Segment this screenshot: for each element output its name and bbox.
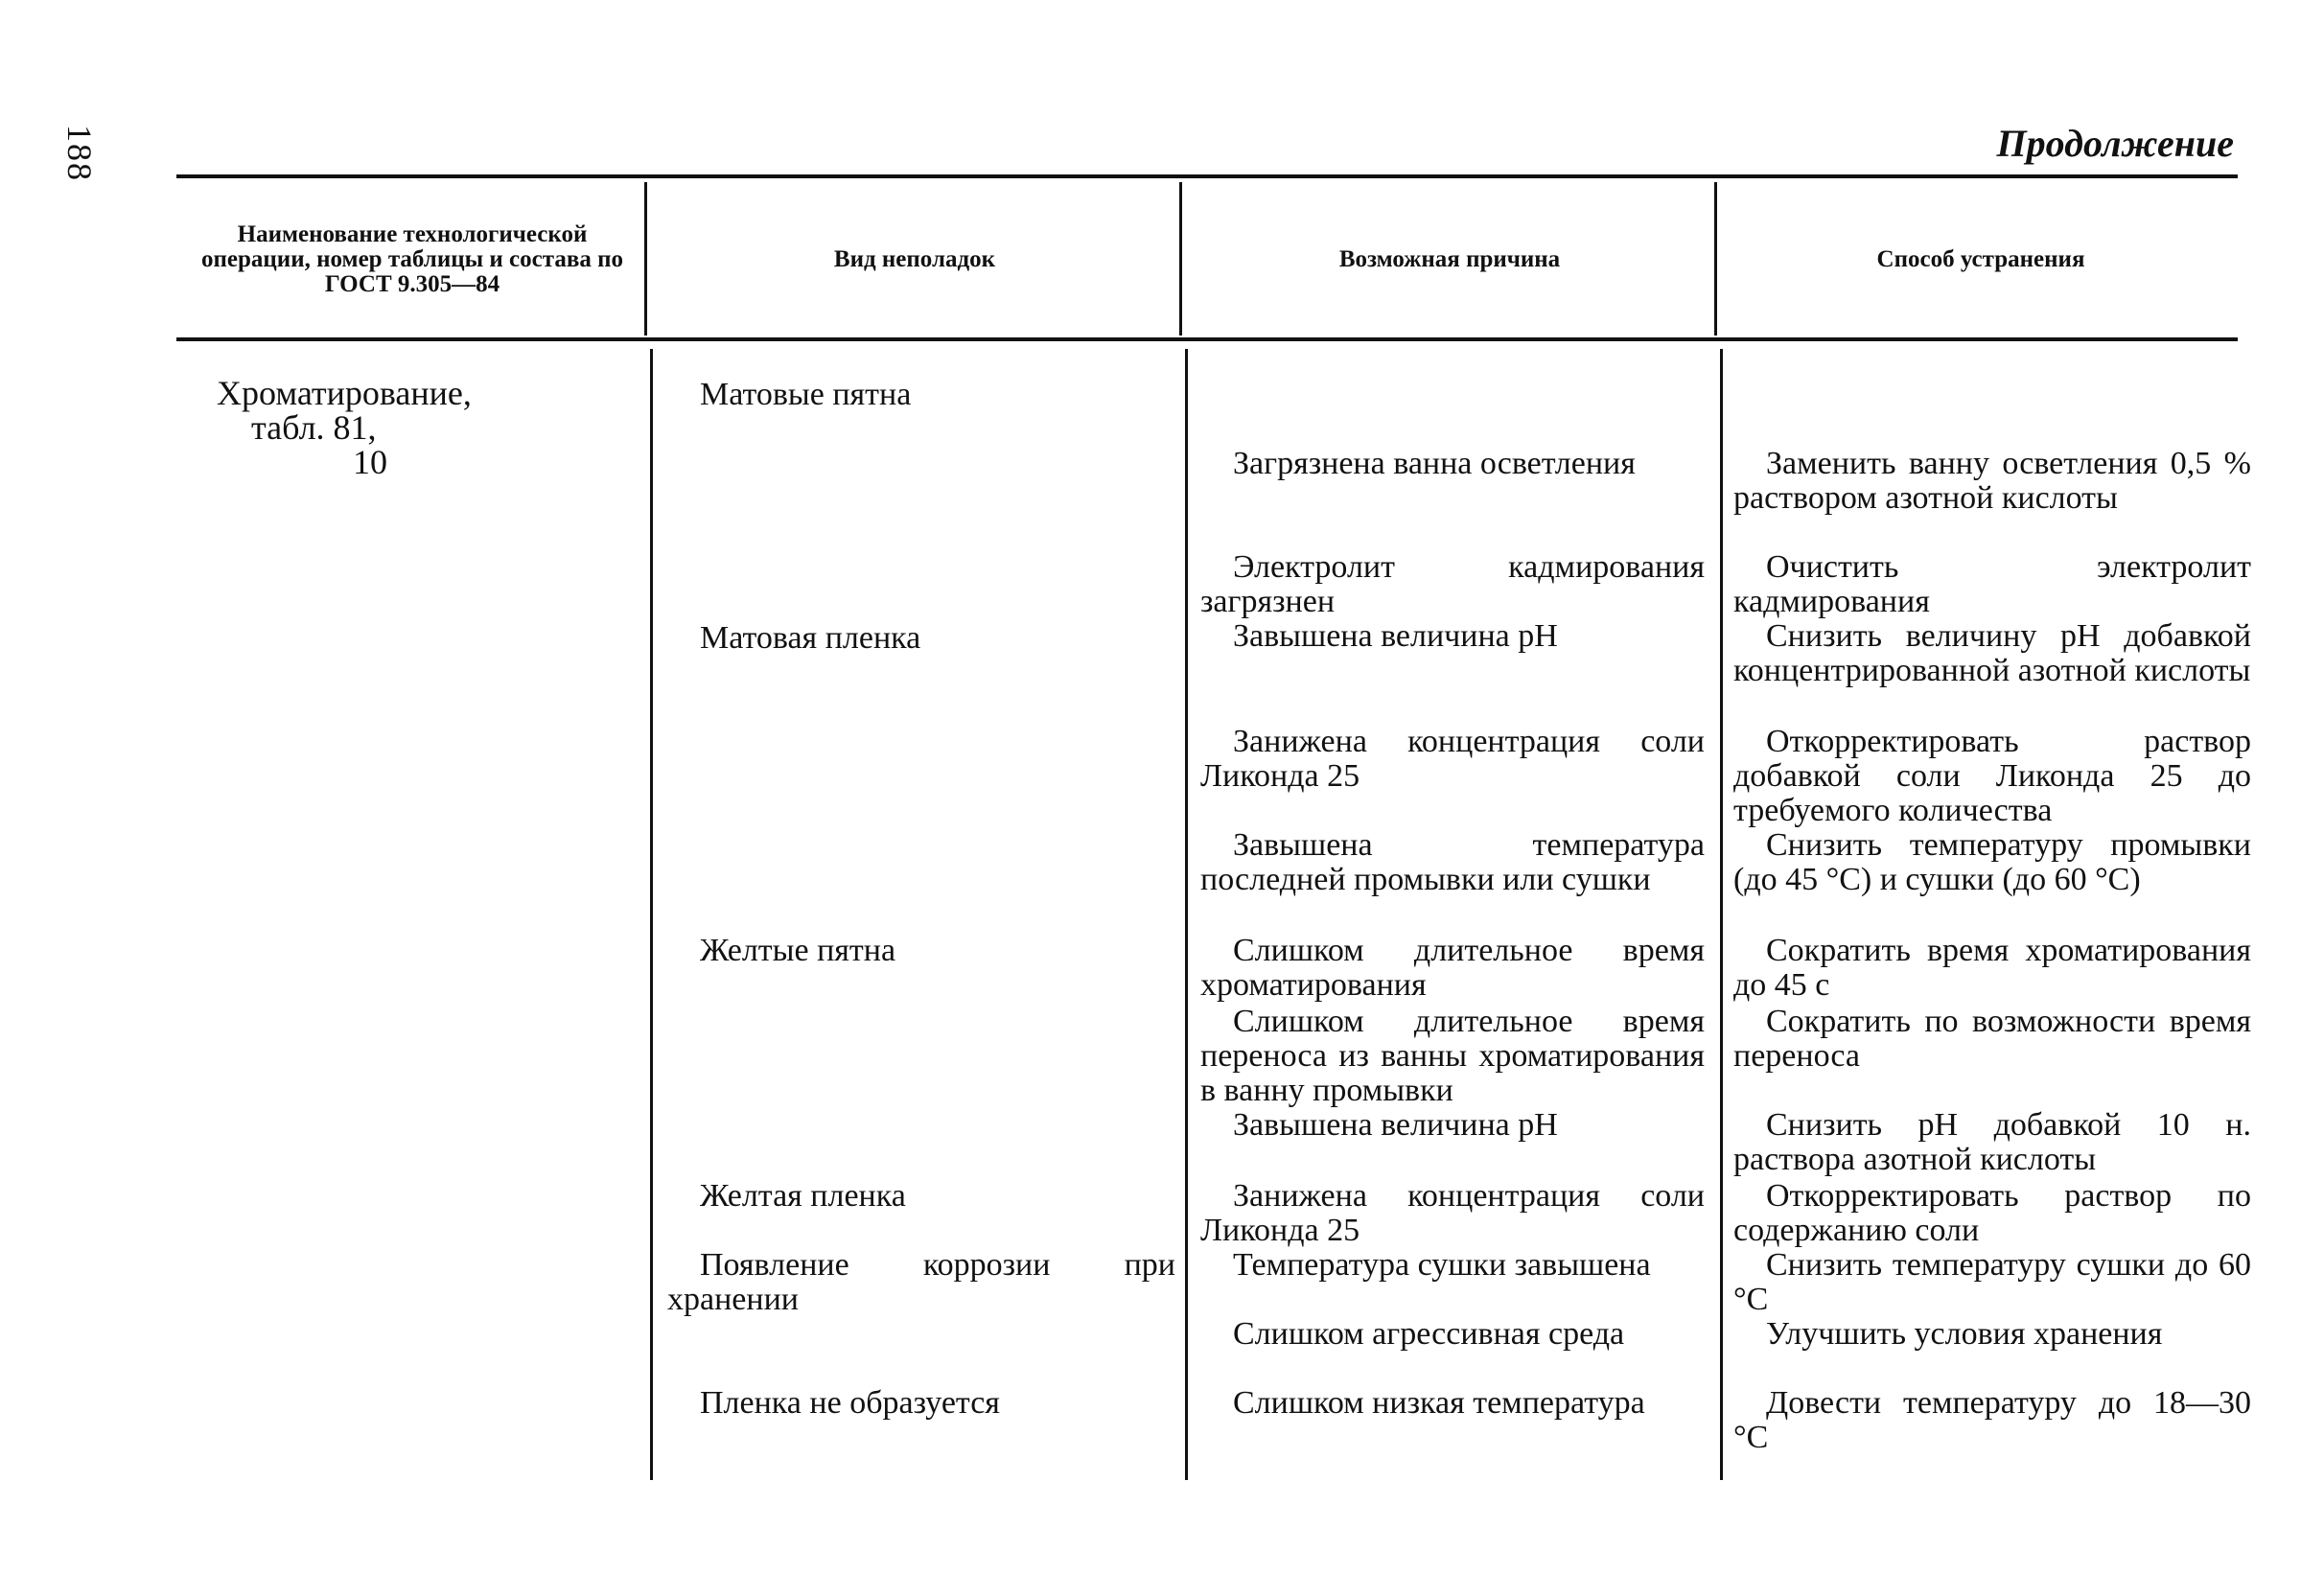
header-bottom-rule xyxy=(176,337,2238,341)
cause-item: Занижена концентрация соли Ликонда 25 xyxy=(1200,724,1705,794)
cause-item: Загрязнена ванна осветления xyxy=(1233,446,1636,481)
column-divider-2 xyxy=(1179,182,1182,336)
cause-item: Завышена величина pH xyxy=(1233,1107,1558,1143)
cause-item: Электролит кадмирования загрязнен xyxy=(1200,549,1705,619)
cause-item: Температура сушки завышена xyxy=(1233,1247,1651,1283)
column-divider-3-body xyxy=(1720,349,1723,1480)
header-cause: Возможная причина xyxy=(1338,246,1561,272)
remedy-item: Снизить величину pH добавкой концентрированной азотной кислоты xyxy=(1733,618,2251,688)
column-divider-1 xyxy=(644,182,647,336)
page-number: 188 xyxy=(60,125,99,182)
operation-name xyxy=(217,376,472,479)
cause-item: Завышена величина pH xyxy=(1233,618,1558,654)
remedy-item: Откорректировать раствор по содержанию соли xyxy=(1733,1178,2251,1248)
operation-line-1: Хроматирование, xyxy=(217,374,472,412)
cause-item: Слишком длительное время переноса из ванны хроматирования в ванну промывки xyxy=(1200,1004,1705,1108)
column-divider-1-body xyxy=(650,349,653,1480)
defect-item: Матовая пленка xyxy=(700,620,921,656)
header-defect: Вид неполадок xyxy=(833,246,996,272)
remedy-item: Заменить ванну осветления 0,5 % раствором азотной кислоты xyxy=(1733,446,2251,516)
operation-line-2: табл. 81, xyxy=(251,408,377,447)
cause-item: Слишком длительное время хроматирования xyxy=(1200,933,1705,1003)
header-operation: Наименование технологической операции, номер таблицы и состава по ГОСТ 9.305—84 xyxy=(201,221,623,297)
remedy-item: Довести температуру до 18—30 °С xyxy=(1733,1385,2251,1455)
table-top-rule xyxy=(176,174,2238,178)
remedy-item: Снизить температуру сушки до 60 °С xyxy=(1733,1247,2251,1317)
cause-item: Завышена температура последней промывки или сушки xyxy=(1200,827,1705,897)
defect-item: Желтые пятна xyxy=(700,933,896,968)
cause-item: Слишком низкая температура xyxy=(1233,1385,1645,1421)
remedy-item: Сократить время хроматирования до 45 с xyxy=(1733,933,2251,1003)
defect-item: Пленка не образуется xyxy=(700,1385,1000,1421)
remedy-item: Улучшить условия хранения xyxy=(1766,1316,2163,1352)
continuation-label: Продолжение xyxy=(1996,122,2234,165)
header-remedy: Способ устранения xyxy=(1876,246,2085,272)
column-divider-3 xyxy=(1714,182,1717,336)
remedy-item: Сократить по возможности время переноса xyxy=(1733,1004,2251,1074)
column-divider-2-body xyxy=(1185,349,1188,1480)
remedy-item: Очистить электролит кадмирования xyxy=(1733,549,2251,619)
defect-item: Появление коррозии при хранении xyxy=(667,1247,1175,1317)
operation-line-3: 10 xyxy=(353,443,387,481)
cause-item: Занижена концентрация соли Ликонда 25 xyxy=(1200,1178,1705,1248)
remedy-item: Снизить температуру промывки (до 45 °С) и сушки (до 60 °С) xyxy=(1733,827,2251,897)
remedy-item: Снизить pH добавкой 10 н. раствора азотной кислоты xyxy=(1733,1107,2251,1177)
defect-item: Желтая пленка xyxy=(700,1178,906,1214)
cause-item: Слишком агрессивная среда xyxy=(1233,1316,1625,1352)
defect-item: Матовые пятна xyxy=(700,377,912,412)
remedy-item: Откорректировать раствор добавкой соли Ликонда 25 до требуемого количества xyxy=(1733,724,2251,828)
